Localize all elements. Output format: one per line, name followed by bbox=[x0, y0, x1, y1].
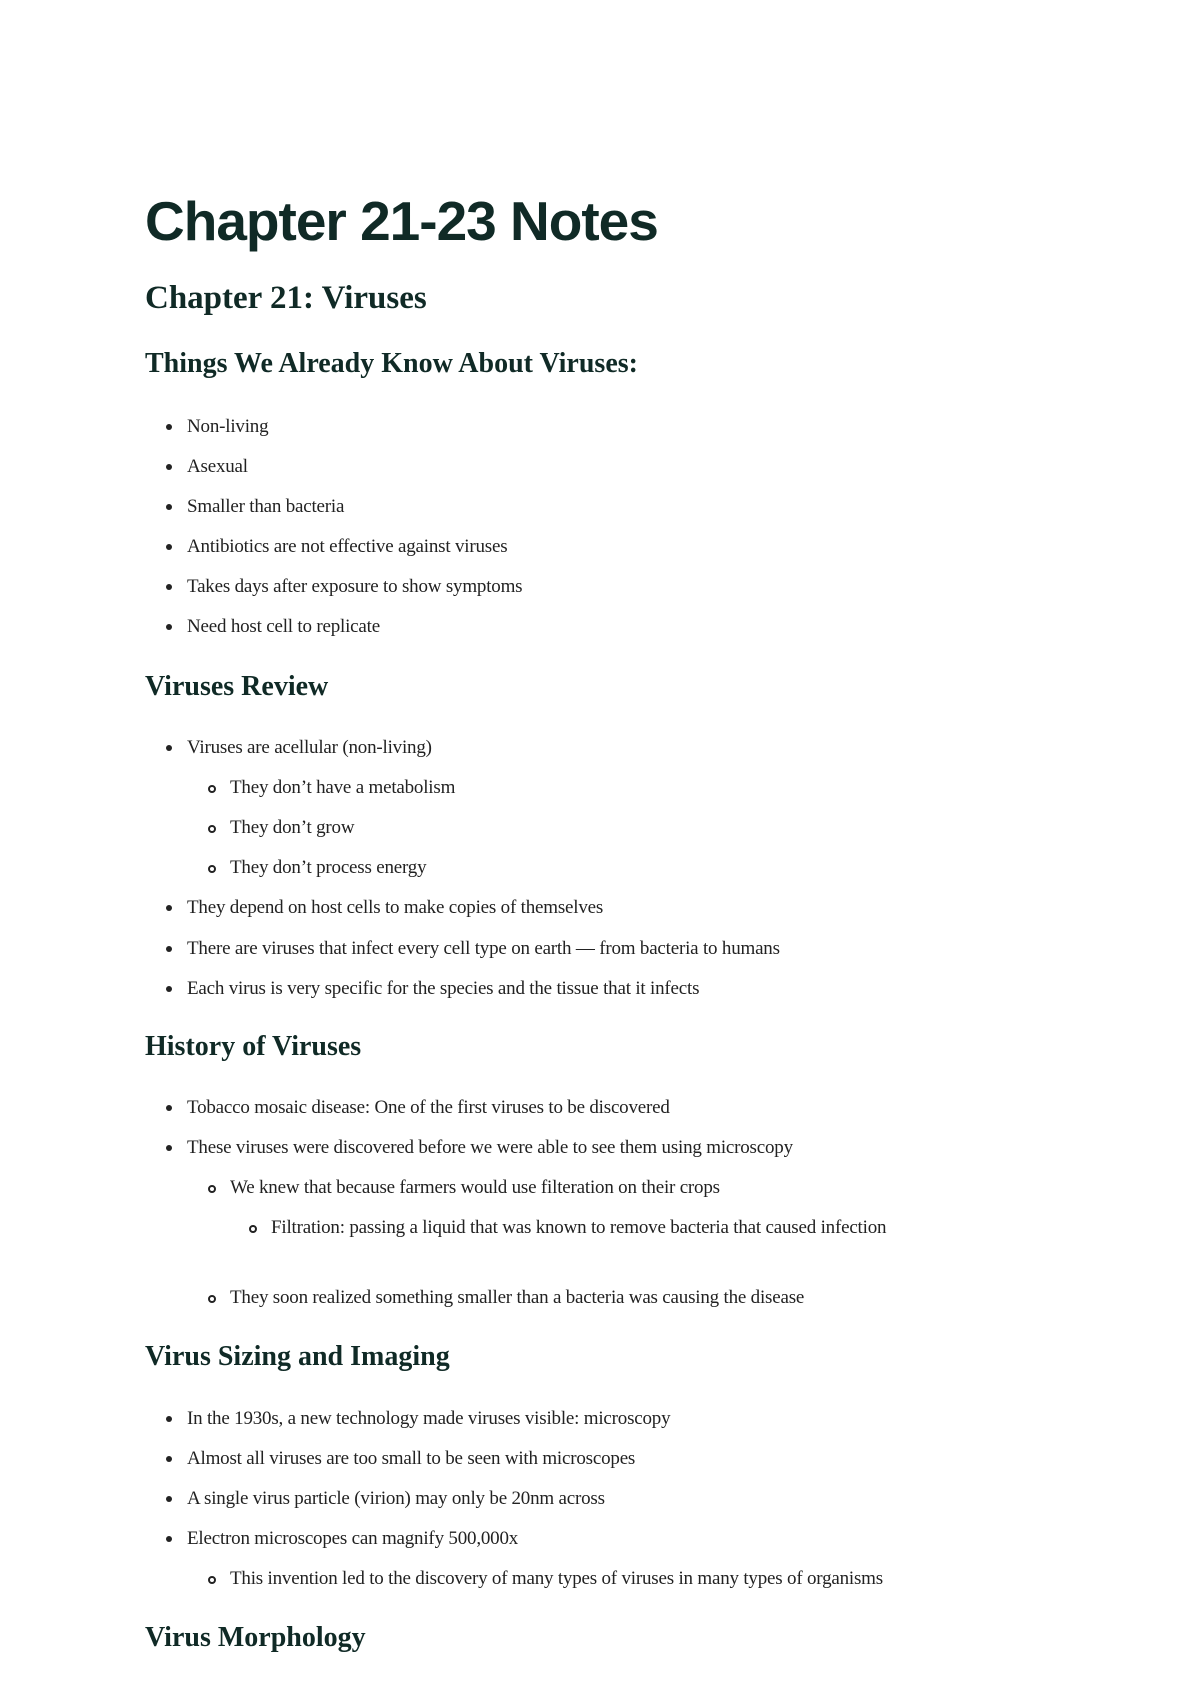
bullet-icon bbox=[166, 946, 172, 952]
bullet-icon bbox=[166, 624, 172, 630]
list-item: They soon realized something smaller than a bacteria was causing the disease bbox=[230, 1287, 805, 1308]
sub-bullet-icon bbox=[208, 865, 216, 873]
list-item: We knew that because farmers would use filteration on their crops bbox=[230, 1177, 720, 1198]
bullet-icon bbox=[166, 1456, 172, 1462]
bullet-icon bbox=[166, 1416, 172, 1422]
list-item: Each virus is very specific for the species and the tissue that it infects bbox=[187, 978, 700, 999]
list-item: These viruses were discovered before we were able to see them using microscopy bbox=[187, 1137, 793, 1158]
page-title: Chapter 21-23 Notes bbox=[145, 190, 658, 252]
list-item: They don’t have a metabolism bbox=[230, 777, 456, 798]
list-item: Need host cell to replicate bbox=[187, 616, 380, 637]
bullet-icon bbox=[166, 1105, 172, 1111]
bullet-icon bbox=[166, 1145, 172, 1151]
bullet-icon bbox=[166, 464, 172, 470]
list-item: They depend on host cells to make copies of themselves bbox=[187, 897, 604, 918]
list-item: Smaller than bacteria bbox=[187, 496, 345, 517]
list-item: Tobacco mosaic disease: One of the first viruses to be discovered bbox=[187, 1097, 670, 1118]
sub-bullet-icon bbox=[249, 1225, 257, 1233]
section-heading-review: Viruses Review bbox=[145, 671, 329, 702]
bullet-icon bbox=[166, 905, 172, 911]
list-item: Asexual bbox=[187, 456, 248, 477]
sub-bullet-icon bbox=[208, 785, 216, 793]
bullet-icon bbox=[166, 1496, 172, 1502]
bullet-icon bbox=[166, 745, 172, 751]
list-item: In the 1930s, a new technology made viruses visible: microscopy bbox=[187, 1408, 671, 1429]
list-item: Filtration: passing a liquid that was known to remove bacteria that caused infection bbox=[271, 1217, 887, 1238]
sub-bullet-icon bbox=[208, 825, 216, 833]
chapter-heading: Chapter 21: Viruses bbox=[145, 280, 427, 316]
bullet-icon bbox=[166, 504, 172, 510]
sub-bullet-icon bbox=[208, 1295, 216, 1303]
list-item: Electron microscopes can magnify 500,000x bbox=[187, 1528, 519, 1549]
bullet-icon bbox=[166, 1536, 172, 1542]
section-heading-sizing: Virus Sizing and Imaging bbox=[145, 1341, 450, 1372]
section-heading-known: Things We Already Know About Viruses: bbox=[145, 348, 638, 379]
bullet-icon bbox=[166, 986, 172, 992]
list-item: There are viruses that infect every cell type on earth — from bacteria to humans bbox=[187, 938, 780, 959]
list-item: A single virus particle (virion) may only be 20nm across bbox=[187, 1488, 605, 1509]
list-item: Almost all viruses are too small to be seen with microscopes bbox=[187, 1448, 636, 1469]
bullet-icon bbox=[166, 544, 172, 550]
list-item: They don’t process energy bbox=[230, 857, 427, 878]
bullet-icon bbox=[166, 424, 172, 430]
list-item: Takes days after exposure to show symptoms bbox=[187, 576, 523, 597]
section-heading-history: History of Viruses bbox=[145, 1031, 362, 1062]
list-item: They don’t grow bbox=[230, 817, 355, 838]
bullet-icon bbox=[166, 584, 172, 590]
list-item: Non-living bbox=[187, 416, 269, 437]
list-item: Antibiotics are not effective against viruses bbox=[187, 536, 508, 557]
sub-bullet-icon bbox=[208, 1185, 216, 1193]
section-heading-morphology: Virus Morphology bbox=[145, 1622, 366, 1653]
list-item: This invention led to the discovery of many types of viruses in many types of organisms bbox=[230, 1568, 883, 1589]
list-item: Viruses are acellular (non-living) bbox=[187, 737, 432, 758]
sub-bullet-icon bbox=[208, 1576, 216, 1584]
